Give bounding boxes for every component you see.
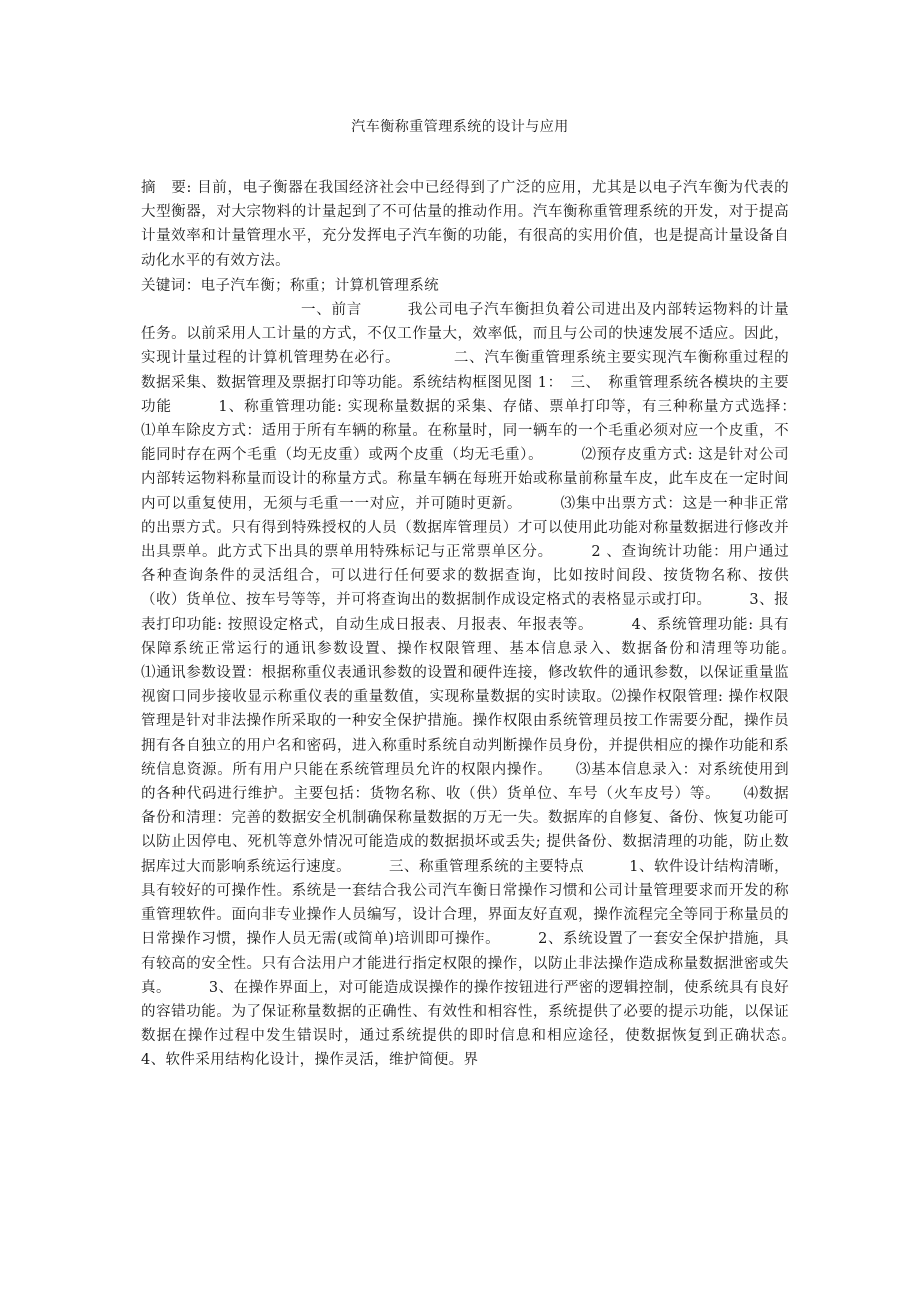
document-body xyxy=(141,176,834,1073)
abstract-paragraph: 摘 要: 目前，电子衡器在我国经济社会中已经得到了广泛的应用，尤其是以电子汽车衡为代表的大型衡器，对大宗物料的计量起到了不可估量的推动作用。汽车衡称重管理系统的开发，对于提高计量效率和计量管理水平，充分发挥电子汽车衡的功能，有很高的实用价值，也是提高计量设备自动化水平的有效方法。 xyxy=(141,180,789,269)
main-text-paragraph: 一、前言 我公司电子汽车衡担负着公司进出及内部转运物料的计量任务。以前采用人工计量的方式，不仅工作量大，效率低，而且与公司的快速发展不适应。因此，实现计量过程的计算机管理势在必行。 二、汽车衡重管理系统主要实现汽车衡称重过程的数据采集、数据管理及票据打印等功能。系统结构框图见图 1： 三、 称重管理系统各模块的主要功能 1、称重管理功能: 实现称量数据的采集、存储、票单打印等，有三种称量方式选择： ⑴单车除皮方式：适用于所有车辆的称量。在称量时，同一辆车的一个毛重必须对应一个皮重，不能同时存在两个毛重（均无皮重）或两个皮重（均无毛重）。 ⑵预存皮重方式: 这是针对公司内部转运物料称量而设计的称量方式。称量车辆在每班开始或称量前称量车皮，此车皮在一定时间内可以重复使用，无须与毛重一一对应，并可随时更新。 ⑶集中出票方式：这是一种非正常的出票方式。只有得到特殊授权的人员（数据库管理员）才可以使用此功能对称量数据进行修改并出具票单。此方式下出具的票单用特殊标记与正常票单区分。 2 、查询统计功能：用户通过各种查询条件的灵活组合，可以进行任何要求的数据查询，比如按时间段、按货物名称、按供（收）货单位、按车号等等，并可将查询出的数据制作成设定格式的表格显示或打印。 3、报表打印功能: 按照设定格式，自动生成日报表、月报表、年报表等。 4、系统管理功能: 具有保障系统正常运行的通讯参数设置、操作权限管理、基本信息录入、数据备份和清理等功能。 ⑴通讯参数设置：根据称重仪表通讯参数的设置和硬件连接，修改软件的通讯参数，以保证重量监视窗口同步接收显示称重仪表的重量数值，实现称量数据的实时读取。⑵操作权限管理: 操作权限管理是针对非法操作所采取的一种安全保护措施。操作权限由系统管理员按工作需要分配，操作员拥有各自独立的用户名和密码，进入称重时系统自动判断操作员身份，并提供相应的操作功能和系统信息资源。所有用户只能在系统管理员允许的权限内操作。 ⑶基本信息录入：对系统使用到的各种代码进行维护。主要包括：货物名称、收（供）货单位、车号（火车皮号）等。 ⑷数据备份和清理：完善的数据安全机制确保称量数据的万无一失。数据库的自修复、备份、恢复功能可以防止因停电、死机等意外情况可能造成的数据损坏或丢失; 提供备份、数据清理的功能，防止数据库过大而影响系统运行速度。 三、称重管理系统的主要特点 1、软件设计结构清晰，具有较好的可操作性。系统是一套结合我公司汽车衡日常操作习惯和公司计量管理要求而开发的称重管理软件。面向非专业操作人员编写，设计合理，界面友好直观，操作流程完全等同于称量员的日常操作习惯，操作人员无需(或简单)培训即可操作。 2、系统设置了一套安全保护措施，具有较高的安全性。只有合法用户才能进行指定权限的操作，以防止非法操作造成称量数据泄密或失真。 3、在操作界面上，对可能造成误操作的操作按钮进行严密的逻辑控制，使系统具有良好的容错功能。为了保证称量数据的正确性、有效性和相容性，系统提供了必要的提示功能，以保证数据在操作过程中发生错误时，通过系统提供的即时信息和相应途径，使数据恢复到正确状态。 4、软件采用结构化设计，操作灵活，维护简便。界 xyxy=(141,302,834,1069)
document-title: 汽车衡称重管理系统的设计与应用 xyxy=(351,119,569,135)
keywords-line: 关键词：电子汽车衡；称重；计算机管理系统 xyxy=(141,277,439,294)
